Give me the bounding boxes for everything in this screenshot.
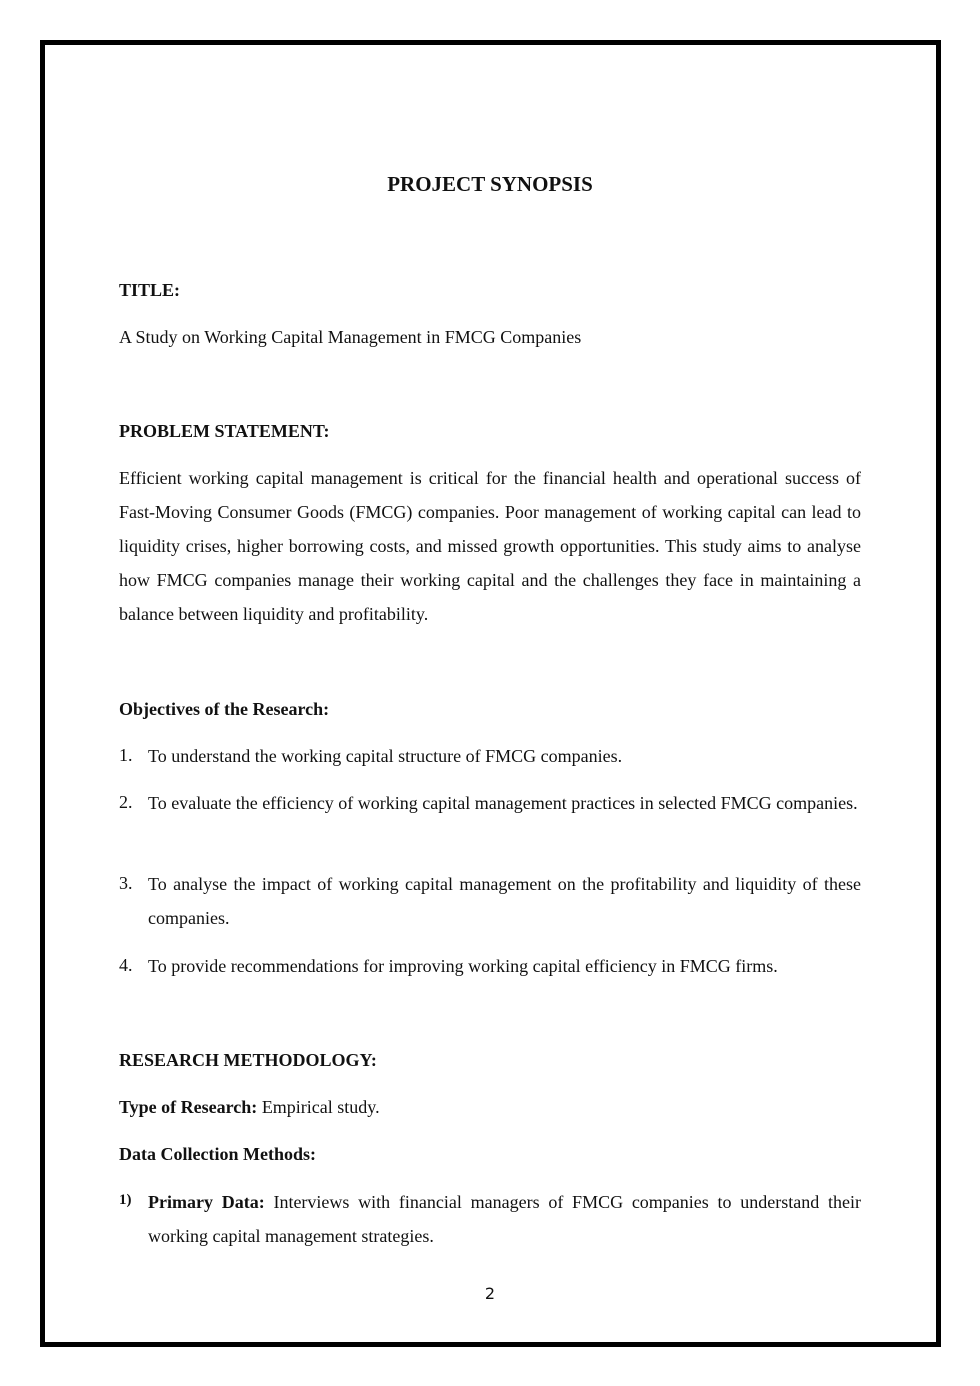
objective-text: To understand the working capital structure of FMCG companies. (148, 746, 623, 766)
research-type-label: Type of Research: (119, 1097, 258, 1117)
research-type-value: Empirical study. (257, 1097, 380, 1117)
objective-number: 4. (119, 955, 133, 975)
problem-statement-text: Efficient working capital management is critical for the financial health and operational success of Fast-Moving Consumer Goods (FMCG) companies. Poor management of working capital can lead to liquidity crises, higher borrowing costs, and missed growth opportunities. This study aims to analyse how FMCG companies manage their working capital and the challenges they face in maintaining a balance between liquidity and profitability. (119, 468, 861, 624)
objective-text: To analyse the impact of working capital management on the profitability and liquidity of these companies. (148, 874, 861, 928)
page-number: 2 (484, 1284, 496, 1303)
document-heading: PROJECT SYNOPSIS (387, 172, 593, 196)
objective-text: To evaluate the efficiency of working capital management practices in selected FMCG companies. (148, 793, 858, 813)
objective-number: 2. (119, 792, 133, 812)
research-type (119, 1097, 380, 1118)
title-label: TITLE: (119, 280, 181, 300)
problem-statement-label: PROBLEM STATEMENT: (119, 421, 330, 441)
project-title: A Study on Working Capital Management in FMCG Companies (119, 327, 582, 347)
objective-text: To provide recommendations for improving working capital efficiency in FMCG firms. (148, 956, 778, 976)
objectives-label: Objectives of the Research: (119, 699, 330, 719)
data-item-text (148, 1185, 861, 1253)
primary-data-description: Interviews with financial managers of FMCG companies to understand their working capital management strategies. (148, 1192, 861, 1246)
data-collection-label: Data Collection Methods: (119, 1144, 316, 1164)
methodology-label: RESEARCH METHODOLOGY: (119, 1050, 377, 1070)
primary-data-label: Primary Data: (148, 1192, 265, 1212)
objective-number: 1. (119, 745, 133, 765)
objective-number: 3. (119, 873, 133, 893)
data-item-number: 1) (119, 1192, 132, 1208)
